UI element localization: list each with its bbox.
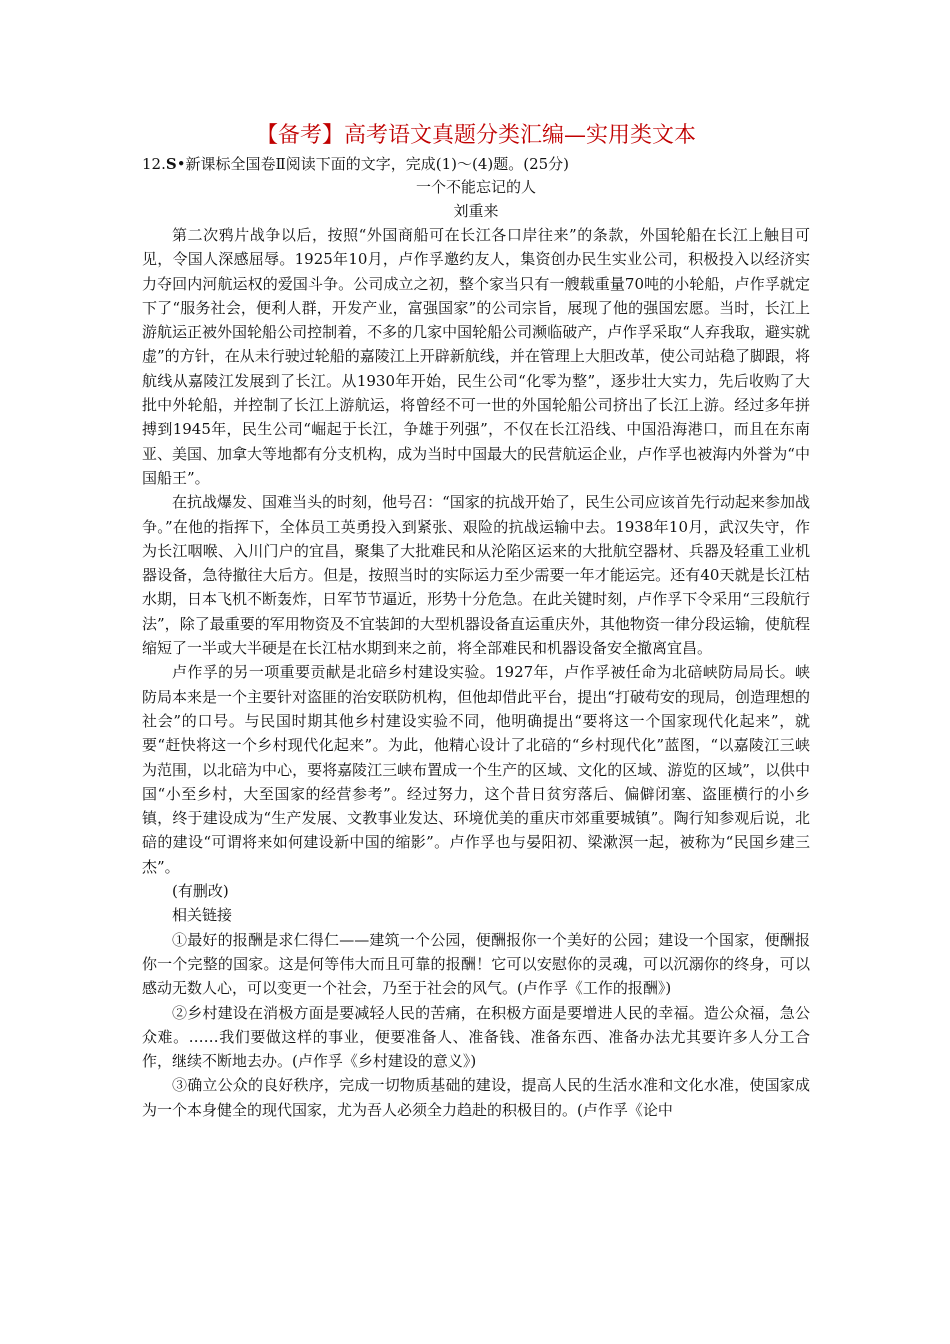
related-link-1: ①最好的报酬是求仁得仁——建筑一个公园，便酬报你一个美好的公园；建设一个国家，便酬报你一个完整的国家。这是何等伟大而且可靠的报酬！它可以安慰你的灵魂，可以沉溺你的终身，可以感动无数人心，可以变更一个社会，乃至于社会的风气。(卢作孚《工作的报酬》) [142, 930, 810, 998]
paragraph-1: 第二次鸦片战争以后，按照“外国商船可在长江各口岸往来”的条款，外国轮船在长江上触目可见，令国人深感屈辱。1925年10月，卢作孚邀约友人，集资创办民生实业公司，积极投入以经济实力夺回内河航运权的爱国斗争。公司成立之初，整个家当只有一艘载重量70吨的小轮船，卢作孚就定下了“服务社会，便利人群，开发产业，富强国家”的公司宗旨，展现了他的强国宏愿。当时，长江上游航运正被外国轮船公司控制着，不多的几家中国轮船公司濒临破产，卢作孚采取“人弃我取，避实就虚”的方针，在从未行驶过轮船的嘉陵江上开辟新航线，并在管理上大胆改革，使公司站稳了脚跟，将航线从嘉陵江发展到了长江。从1930年开始，民生公司“化零为整”，逐步壮大实力，先后收购了大批中外轮船，并控制了长江上游航运，将曾经不可一世的外国轮船公司挤出了长江上游。经过多年拼搏到1945年，民生公司“崛起于长江，争雄于列强”，不仅在长江沿线、中国沿海港口，而且在东南亚、美国、加拿大等地都有分支机构，成为当时中国最大的民营航运企业，卢作孚也被海内外誉为“中国船王”。 [142, 226, 810, 487]
question-line [142, 153, 810, 175]
question-text: •新课标全国卷Ⅱ阅读下面的文字，完成(1)～(4)题。(25分) [176, 155, 570, 173]
related-links-heading: 相关链接 [172, 906, 233, 925]
question-mark: S [165, 155, 177, 173]
related-link-3: ③确立公众的良好秩序，完成一切物质基础的建设，提高人民的生活水准和文化水准，使国家成为一个本身健全的现代国家，尤为吾人必须全力趋赴的积极目的。(卢作孚《论中 [142, 1076, 810, 1119]
edit-note: (有删改) [172, 882, 229, 901]
related-link-2: ②乡村建设在消极方面是要减轻人民的苦痛，在积极方面是要增进人民的幸福。造公众福，急公众难。……我们要做这样的事业，便要准备人、准备钱、准备东西、准备办法尤其要许多人分工合作，继续不断地去办。(卢作孚《乡村建设的意义》) [142, 1003, 810, 1071]
question-number: 12. [142, 155, 166, 173]
document-title: 【备考】高考语文真题分类汇编—实用类文本 [255, 123, 696, 148]
paragraph-2: 在抗战爆发、国难当头的时刻，他号召：“国家的抗战开始了，民生公司应该首先行动起来参加战争。”在他的指挥下，全体员工英勇投入到紧张、艰险的抗战运输中去。1938年10月，武汉失守，作为长江咽喉、入川门户的宜昌，聚集了大批难民和从沦陷区运来的大批航空器材、兵器及轻重工业机器设备，急待撤往大后方。但是，按照当时的实际运力至少需要一年才能运完。还有40天就是长江枯水期，日本飞机不断轰炸，日军节节逼近，形势十分危急。在此关键时刻，卢作孚下令采用“三段航行法”，除了最重要的军用物资及不宜装卸的大型机器设备直运重庆外，其他物资一律分段运输，使航程缩短了一半或大半硬是在长江枯水期到来之前，将全部难民和机器设备安全撤离宜昌。 [142, 493, 810, 658]
article-title: 一个不能忘记的人 [415, 178, 536, 196]
article-author: 刘重来 [453, 202, 499, 220]
paragraph-3: 卢作孚的另一项重要贡献是北碚乡村建设实验。1927年，卢作孚被任命为北碚峡防局局长。峡防局本来是一个主要针对盗匪的治安联防机构，但他却借此平台，提出“打破苟安的现局，创造理想的社会”的口号。与民国时期其他乡村建设实验不同，他明确提出“要将这一个国家现代化起来”，就要“赶快将这一个乡村现代化起来”。为此，他精心设计了北碚的“乡村现代化”蓝图，“以嘉陵江三峡为范围，以北碚为中心，要将嘉陵江三峡布置成一个生产的区域、文化的区域、游览的区域”，以供中国“小至乡村，大至国家的经营参考”。经过努力，这个昔日贫穷落后、偏僻闭塞、盗匪横行的小乡镇，终于建设成为“生产发展、文教事业发达、环境优美的重庆市郊重要城镇”。陶行知参观后说，北碚的建设“可谓将来如何建设新中国的缩影”。卢作孚也与晏阳初、梁漱溟一起，被称为“民国乡建三杰”。 [142, 663, 810, 876]
document-page [142, 121, 810, 1122]
